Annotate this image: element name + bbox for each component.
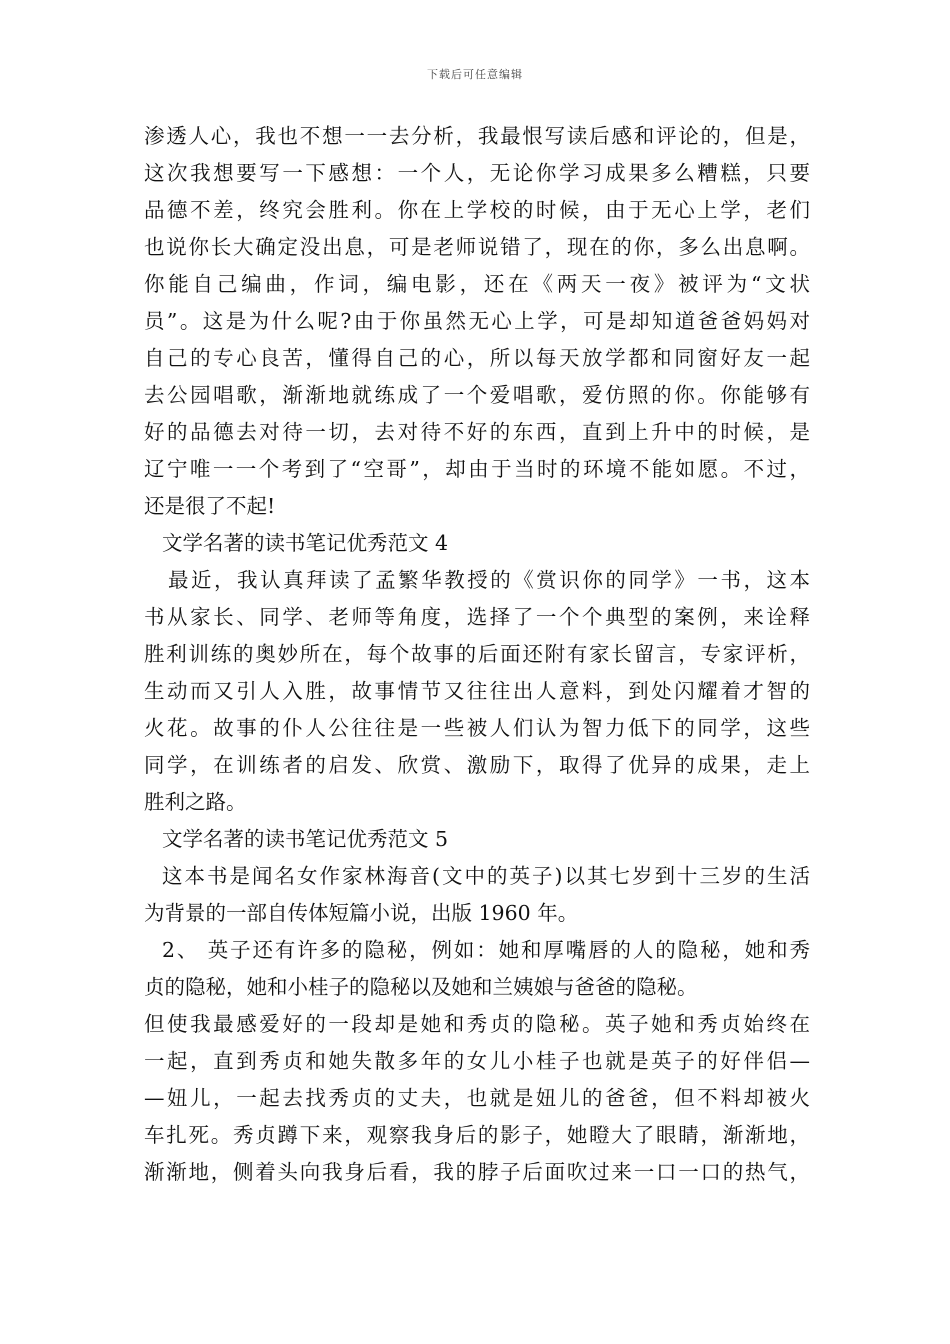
paragraph-line: 员”。这是为什么呢?由于你虽然无心上学，可是却知道爸爸妈妈对: [144, 309, 810, 333]
paragraph-line: 去公园唱歌，渐渐地就练成了一个爱唱歌，爱仿照的你。你能够有: [144, 383, 810, 407]
paragraph-line: 为背景的一部自传体短篇小说，出版 1960 年。: [144, 901, 579, 925]
header-note: 下载后可任意编辑: [427, 68, 523, 81]
paragraph-line: 生动而又引人入胜，故事情节又往往出人意料，到处闪耀着才智的: [144, 679, 810, 703]
paragraph-line: 2、 英子还有许多的隐秘，例如：她和厚嘴唇的人的隐秘，她和秀: [162, 938, 810, 962]
paragraph-line: 火花。故事的仆人公往往是一些被人们认为智力低下的同学，这些: [144, 716, 810, 740]
paragraph-line: 自己的专心良苦，懂得自己的心，所以每天放学都和同窗好友一起: [144, 346, 810, 370]
paragraph-line: 还是很了不起!: [144, 494, 276, 518]
paragraph-line: 书从家长、同学、老师等角度，选择了一个个典型的案例，来诠释: [144, 605, 810, 629]
body-text: [144, 118, 810, 1191]
paragraph-line: 辽宁唯一一个考到了“空哥”，却由于当时的环境不能如愿。不过，: [144, 457, 810, 481]
paragraph-line: 车扎死。秀贞蹲下来，观察我身后的影子，她瞪大了眼睛，渐渐地，: [144, 1123, 810, 1147]
section-heading: 文学名著的读书笔记优秀范文 5: [162, 827, 449, 851]
paragraph-line: 也说你长大确定没出息，可是老师说错了，现在的你，多么出息啊。: [144, 235, 810, 259]
paragraph-line: —妞儿，一起去找秀贞的丈夫，也就是妞儿的爸爸，但不料却被火: [144, 1086, 810, 1110]
paragraph-line: 胜利训练的奥妙所在，每个故事的后面还附有家长留言，专家评析，: [144, 642, 810, 666]
paragraph-line: 好的品德去对待一切，去对待不好的东西，直到上升中的时候，是: [144, 420, 810, 444]
paragraph-line: 但使我最感爱好的一段却是她和秀贞的隐秘。英子她和秀贞始终在: [144, 1012, 810, 1036]
paragraph-line: 品德不差，终究会胜利。你在上学校的时候，由于无心上学，老们: [144, 198, 810, 222]
paragraph-line: 贞的隐秘，她和小桂子的隐秘以及她和兰姨娘与爸爸的隐秘。: [144, 975, 698, 999]
section-heading: 文学名著的读书笔记优秀范文 4: [162, 531, 449, 555]
paragraph-line: 最近，我认真拜读了孟繁华教授的《赏识你的同学》一书，这本: [168, 568, 810, 592]
paragraph-line: 一起，直到秀贞和她失散多年的女儿小桂子也就是英子的好伴侣—: [144, 1049, 810, 1073]
paragraph-line: 你能自己编曲，作词，编电影，还在《两天一夜》被评为“文状: [144, 272, 810, 296]
paragraph-line: 这本书是闻名女作家林海音(文中的英子)以其七岁到十三岁的生活: [162, 864, 810, 888]
paragraph-line: 同学，在训练者的启发、欣赏、激励下，取得了优异的成果，走上: [144, 753, 810, 777]
paragraph-line: 渗透人心，我也不想一一去分析，我最恨写读后感和评论的，但是，: [144, 124, 810, 148]
paragraph-line: 这次我想要写一下感想：一个人，无论你学习成果多么糟糕，只要: [144, 161, 810, 185]
paragraph-line: 胜利之路。: [144, 790, 247, 814]
paragraph-line: 渐渐地，侧着头向我身后看，我的脖子后面吹过来一口一口的热气，: [144, 1160, 810, 1184]
